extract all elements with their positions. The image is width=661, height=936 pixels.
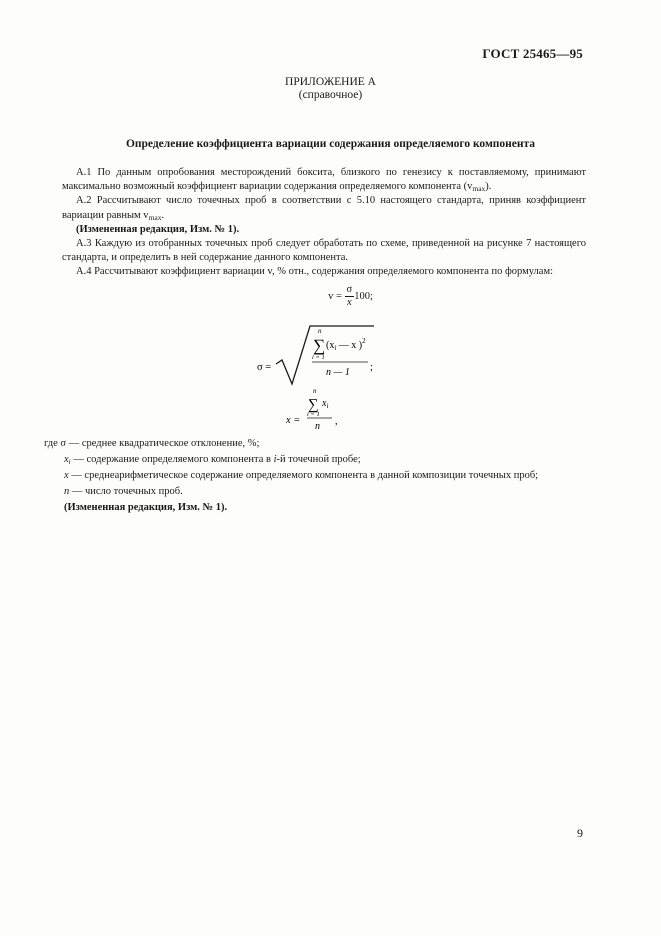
amendment-note-1: (Измененная редакция, Изм. № 1). — [76, 223, 240, 235]
sum-sign: ∑ — [313, 336, 326, 355]
document-code: ГОСТ 25465—95 — [482, 46, 583, 61]
radical-sign — [276, 326, 374, 384]
legend-sigma: где σ — среднее квадратическое отклонение, %; — [44, 438, 260, 449]
mean-sum-sign: ∑ — [308, 397, 319, 413]
legend-n: n — число точечных проб. — [64, 486, 183, 497]
paragraph-a4: А.4 Рассчитывают коэффициент вариации v, % отн., содержания определяемого компонента по формулам: — [76, 266, 554, 278]
symbol-legend — [44, 436, 604, 516]
fraction-sigma-over-x: $\frac{\sigma}{x}$ — [346, 284, 353, 308]
formula-standard-deviation — [240, 320, 390, 388]
sigma-tail: ; — [370, 362, 373, 373]
sum-lower: i = 1 — [312, 354, 325, 361]
mean-sum-lower: i = 1 — [307, 411, 320, 418]
mean-lhs: x = — [286, 415, 301, 426]
mean-sum-upper: n — [313, 387, 317, 395]
appendix-title: ПРИЛОЖЕНИЕ А — [285, 76, 376, 88]
sigma-lhs: σ = — [257, 362, 272, 373]
section-title: Определение коэффициента вариации содержания определяемого компонента — [125, 138, 536, 150]
sum-term: ($x_i$ — x )$^2$ — [326, 337, 366, 352]
appendix-subtitle: (справочное) — [298, 89, 363, 101]
formula-mean — [280, 384, 360, 434]
body-text — [62, 166, 586, 280]
legend-xi: $x_i$ — содержание определяемого компонента в i-й точечной пробе; — [64, 454, 361, 466]
sigma-denominator: n — 1 — [326, 367, 350, 378]
appendix-heading — [0, 76, 661, 102]
paragraph-a2: А.2 Рассчитывают число точечных проб в соответствии с 5.10 настоящего стандарта, приняв коэффициент вариации равным $v_{max}$. — [62, 195, 586, 222]
formula-variation-coefficient: v = $\frac{\sigma}{x}$ 100; — [328, 284, 373, 308]
amendment-note-2: (Измененная редакция, Изм. № 1). — [64, 502, 228, 513]
mean-term: $x_i$ — [322, 398, 329, 410]
paragraph-a3: А.3 Каждую из отобранных точечных проб следует обработать по схеме, приведенной на рисунке 7 настоящего стандарта, и определить в ней содержание данного компонента. — [62, 238, 586, 264]
page-number: 9 — [577, 826, 583, 840]
paragraph-a1: А.1 По данным опробования месторождений боксита, близкого по генезису к поставляемому, принимают максимально возможный коэффициент вариации содержания определяемого компонента $(v_{max})$. — [62, 167, 586, 194]
mean-denominator: n — [315, 421, 320, 432]
legend-x-mean: x — среднеарифметическое содержание определяемого компонента в данной композиции точечных проб; — [64, 470, 539, 481]
sum-upper: n — [318, 327, 322, 335]
mean-tail: , — [335, 416, 338, 427]
